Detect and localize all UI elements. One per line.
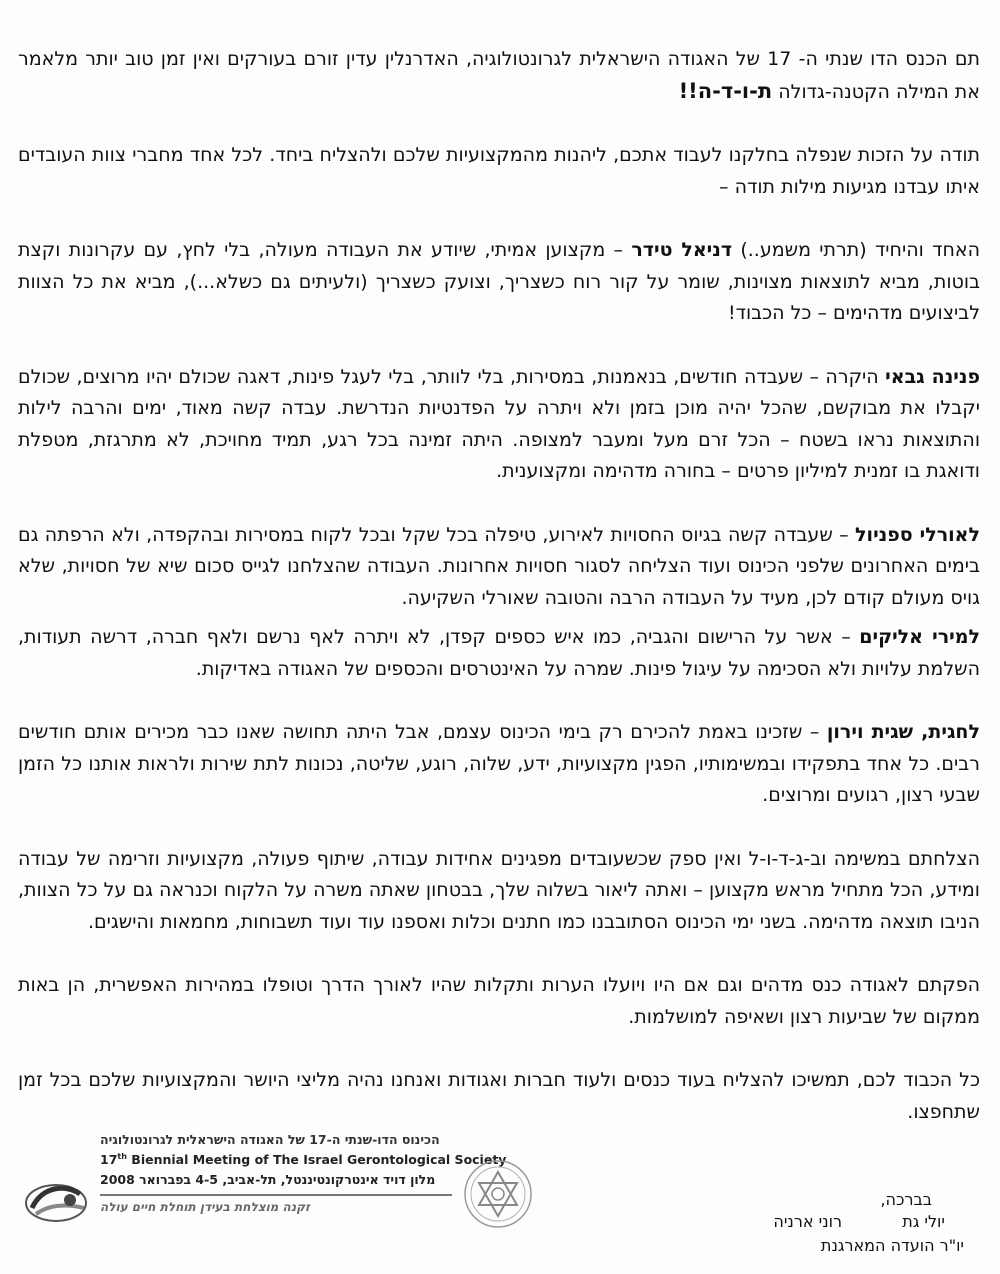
person-name: דניאל טידר [631,239,733,261]
paragraph-closing [18,1065,980,1128]
signature-name-roni: רוני ארניה [773,1212,842,1231]
paragraph-thanks [18,140,980,203]
thank-you-emphasis: ת-ו-ד-ה!! [678,78,773,103]
paragraph-text: – אשר על הרישום והגביה, כמו איש כספים קפדן, לא ויתרה לאף נרשם ולאף חברה, דרשה תעודות, השלמת עלויות ולא הסכימה על עיגול פינות. שמרה על האינטרסים והכספים של האגודה באדיקות. [18,626,980,680]
banner-english-rest: Biennial Meeting of The Israel Gerontological Society [126,1152,507,1168]
signature-title: יו"ר הועדה המארגנת [820,1236,964,1255]
paragraph-prefix: האחד והיחיד (תרתי משמע..) [732,239,981,261]
paragraph-pnina [18,362,980,488]
banner-slogan: זקנה מוצלחת בעידן תוחלת חיים עולה [100,1200,310,1214]
paragraph-text: – מקצוען אמיתי, שיודע את העבודה מעולה, בלי לחץ, עם עקרונות וקצת בוטות, מביא לתוצאות מצוינות, שומר על קור רוח כשצריך, וצועק כשצריך (ולעיתים גם כשלא...), מביא את כל הצוות לביצועים מדהימים – כל הכבוד! [18,239,980,324]
banner-english-number: 17 [100,1152,118,1168]
paragraph-text: – שזכינו באמת להכירם רק בימי הכינוס עצמם, אבל היתה תחושה שאנו כבר מכירים אותם חודשים רבים. כל אחד בתפקידו ובמשימותיו, הפגין מקצועיות, ידע, שלוה, רוגע, שליטה, נכונות לתת שירות ולראות אותנו כל הזמן שבעי רצון, רגועים ומרוצים. [18,721,980,806]
person-name: למירי אליקים [859,626,980,648]
banner-english-sup: th [117,1152,127,1161]
paragraph-opening [18,44,980,108]
society-emblem-icon [462,1158,534,1238]
banner-venue: מלון דויד אינטרקונטיננטל, תל-אביב, 4-5 בפברואר 2008 [100,1172,436,1187]
person-name: לחגית, שגית וירון [826,721,980,743]
paragraph-text: – שעבדה קשה בגיוס החסויות לאירוע, טיפלה בכל שקל ובכל לקוח במסירות ובהקפדה, ולא הרפתה גם בימים האחרונים שלפני הכינוס ועוד הצליחה לסגור חסויות אחרונות. העבודה שהצלחנו לגייס סכום שיא של חסויות, שלא גויס מעולם קודם לכן, מעיד על העבודה הרבה והטובה שאורלי השקיעה. [18,523,980,609]
paragraph-text: הפקתם לאגודה כנס מדהים וגם אם היו ויועלו הערות ותקלות שהיו לאורך הדרך וטופלו במהירות האפשרית, הן באות ממקום של שביעות רצון ושאיפה למושלמות. [18,974,980,1028]
paragraph-orly [18,520,980,615]
signature-name-yuli: יולי גת [902,1212,945,1231]
paragraph-text: תם הכנס הדו שנתי ה- 17 של האגודה הישראלית לגרונטולוגיה, האדרנלין עדין זורם בעורקים ואין זמן טוב יותר מלאמר את המילה הקטנה-גדולה [18,48,980,103]
paragraph-team [18,717,980,812]
paragraph-text: תודה על הזכות שנפלה בחלקנו לעבוד אתכם, ליהנות מהמקצועיות שלכם ולהצליח ביחד. לכל אחד מחברי צוות העובדים איתו עבדנו מגיעות מילות תודה – [18,144,980,198]
paragraph-daniel [18,235,980,330]
signature-greeting: בברכה, [880,1190,932,1209]
paragraph-miri [18,622,980,685]
person-name: לאורלי ספניול [855,523,981,546]
banner-hebrew-title: הכינוס הדו-שנתי ה-17 של האגודה הישראלית לגרונטולוגיה [100,1132,440,1147]
paragraph-production [18,970,980,1033]
paragraph-text: היקרה – שעבדה חודשים, בנאמנות, במסירות, בלי לוותר, בלי לעגל פינות, דאגה שכולם יהיו מרוצים, שכולם יקבלו את מבוקשם, שהכל יהיה מוכן בזמן ולא ויתרה על הפדנטיות הנדרשת. עבדה קשה מאוד, ימים והרבה לילות והתוצאות נראו בשטח – הכל זרם מעל ומעבר למצופה. היתה זמינה בכל רגע, תמיד מחויכת, לא מתרגזת, מטפלת ודואגת בו זמנית למיליון פרטים – בחורה מדהימה ומקצוענית. [18,365,980,482]
paragraph-text: כל הכבוד לכם, תמשיכו להצליח בעוד כנסים ולעוד חברות ואגודות ואנחנו נהיה מליצי היושר והמקצועיות שלכם בכל זמן שתחפצו. [18,1069,980,1123]
conference-logo-icon [22,1178,94,1226]
paragraph-text: הצלחתם במשימה וב-ג-ד-ו-ל ואין ספק שכשעובדים מפגינים אחידות עבודה, שיתוף פעולה, מקצועיות וזרימה של עבודה ומידע, הכל מתחיל מראש מקצוען – ואתה ליאור בשלוה שלך, בבטחון שאתה משרה על הלקוח וכנראה גם על כל הצוות, הניבו תוצאה מדהימה. בשני ימי הכינוס הסתובבנו כמו חתנים וכלות ואספנו עוד ועוד תשבוחות, מחמאות והישגים. [18,847,980,933]
banner-divider [100,1194,452,1196]
letter-body [18,44,980,1160]
person-name: פנינה גבאי [885,365,981,388]
paragraph-success [18,844,980,939]
banner-english-title [100,1152,506,1167]
